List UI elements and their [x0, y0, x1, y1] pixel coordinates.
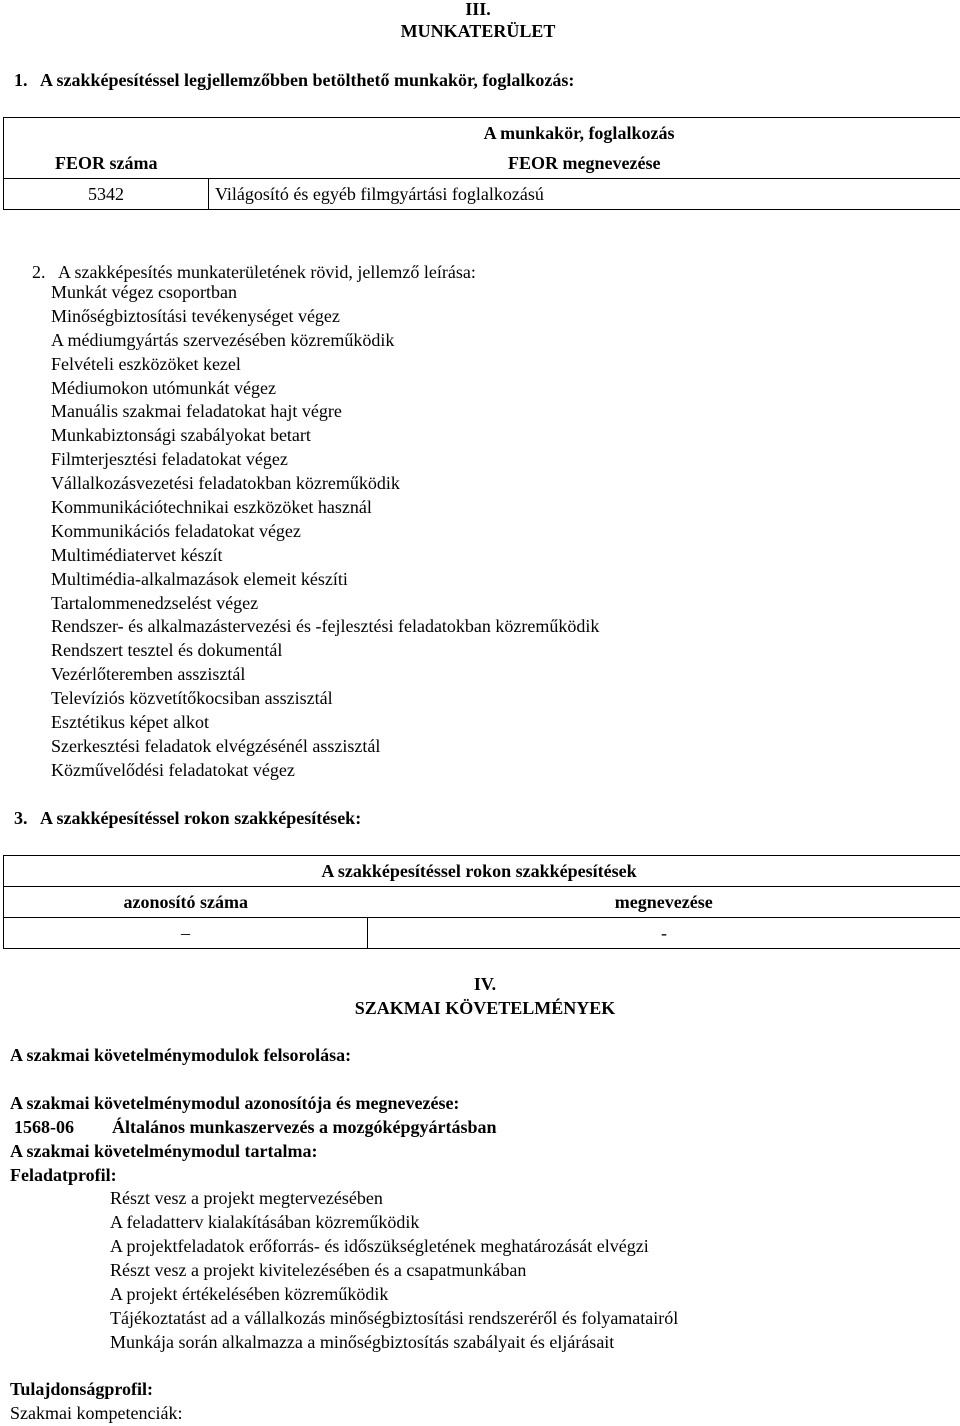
list-item: A projektfeladatok erőforrás- és időszükségletének meghatározását elvégzi [110, 1236, 649, 1256]
related-name-header: megnevezése [368, 887, 960, 918]
module-id-label: A szakmai követelménymodul azonosítója és megnevezése: [10, 1093, 460, 1113]
list-item: Részt vesz a projekt kivitelezésében és a csapatmunkában [110, 1260, 527, 1280]
list-item: Vezérlőteremben asszisztál [51, 664, 246, 685]
work-area-list [51, 281, 599, 783]
property-profile-label: Tulajdonságprofil: [10, 1379, 154, 1399]
list-item: Minőségbiztosítási tevékenységet végez [51, 305, 340, 326]
section-2-heading-text: 2. A szakképesítés munkaterületének rövid, jellemző leírása: [32, 262, 476, 282]
part-iv-title: SZAKMAI KÖVETELMÉNYEK [354, 998, 616, 1018]
module-code: 1568-06 [14, 1117, 74, 1137]
list-item: Munkabiztonsági szabályokat betart [51, 425, 311, 446]
list-item: Multimédiatervet készít [51, 544, 223, 565]
list-item: A feladatterv kialakításában közreműködik [110, 1212, 420, 1232]
task-profile-label: Feladatprofil: [10, 1165, 117, 1185]
list-item: Rendszer- és alkalmazástervezési és -fejlesztési feladatokban közreműködik [51, 616, 600, 637]
part-title: MUNKATERÜLET [400, 21, 556, 41]
feor-name-header: FEOR megnevezése [209, 148, 960, 179]
related-code-cell: – [4, 918, 368, 949]
list-item: Közművelődési feladatokat végez [51, 759, 295, 780]
task-profile-list [110, 1186, 678, 1354]
list-item: Rendszert tesztel és dokumentál [51, 640, 283, 661]
list-item: Kommunikációtechnikai eszközöket használ [51, 497, 372, 518]
modules-list-label: A szakmai követelménymodulok felsorolása: [10, 1045, 352, 1065]
related-qualifications-table [3, 855, 960, 949]
part-iv-number: IV. [473, 974, 497, 994]
list-item: Munkája során alkalmazza a minőségbiztosítás szabályait és eljárásait [110, 1332, 615, 1352]
list-item: Vállalkozásvezetési feladatokban közreműködik [51, 473, 400, 494]
list-item: Multimédia-alkalmazások elemeit készíti [51, 568, 348, 589]
related-name-cell: - [368, 918, 960, 949]
list-item: Filmterjesztési feladatokat végez [51, 449, 288, 470]
list-item: Televíziós közvetítőkocsiban asszisztál [51, 688, 333, 709]
feor-name-cell: Világosító és egyéb filmgyártási foglalkozású [209, 179, 960, 210]
feor-table [3, 117, 960, 210]
part-number: III. [465, 0, 491, 19]
list-item: A projekt értékelésében közreműködik [110, 1284, 389, 1304]
feor-group-header: A munkakör, foglalkozás [4, 118, 960, 149]
list-item: Esztétikus képet alkot [51, 712, 209, 733]
section-1-heading: 1. A szakképesítéssel legjellemzőbben betölthető munkakör, foglalkozás: [14, 70, 575, 90]
list-item: Tartalommenedzselést végez [51, 592, 259, 613]
module-content-label: A szakmai követelménymodul tartalma: [10, 1141, 318, 1161]
feor-code-cell: 5342 [4, 179, 209, 210]
list-item: A médiumgyártás szervezésében közreműködik [51, 329, 395, 350]
section-3-heading: 3. A szakképesítéssel rokon szakképesítések: [14, 808, 362, 828]
competence-label: Szakmai kompetenciák: [10, 1403, 183, 1423]
table-row [4, 148, 960, 179]
table-row [4, 918, 960, 949]
list-item: Részt vesz a projekt megtervezésében [110, 1188, 383, 1208]
table-row [4, 856, 960, 887]
list-item: Munkát végez csoportban [51, 282, 237, 302]
module-name: Általános munkaszervezés a mozgóképgyártásban [112, 1117, 497, 1137]
table-row [4, 179, 960, 210]
list-item: Manuális szakmai feladatokat hajt végre [51, 401, 342, 422]
list-item: Szerkesztési feladatok elvégzésénél asszisztál [51, 735, 381, 756]
feor-code-header: FEOR száma [4, 148, 209, 179]
list-item: Médiumokon utómunkát végez [51, 377, 276, 398]
related-code-header: azonosító száma [4, 887, 368, 918]
list-item: Felvételi eszközöket kezel [51, 353, 241, 374]
list-item: Tájékoztatást ad a vállalkozás minőségbiztosítási rendszeréről és folyamatairól [110, 1308, 679, 1328]
table-row [4, 887, 960, 918]
list-item: Kommunikációs feladatokat végez [51, 520, 301, 541]
related-group-header: A szakképesítéssel rokon szakképesítések [4, 856, 960, 887]
table-row [4, 118, 960, 149]
